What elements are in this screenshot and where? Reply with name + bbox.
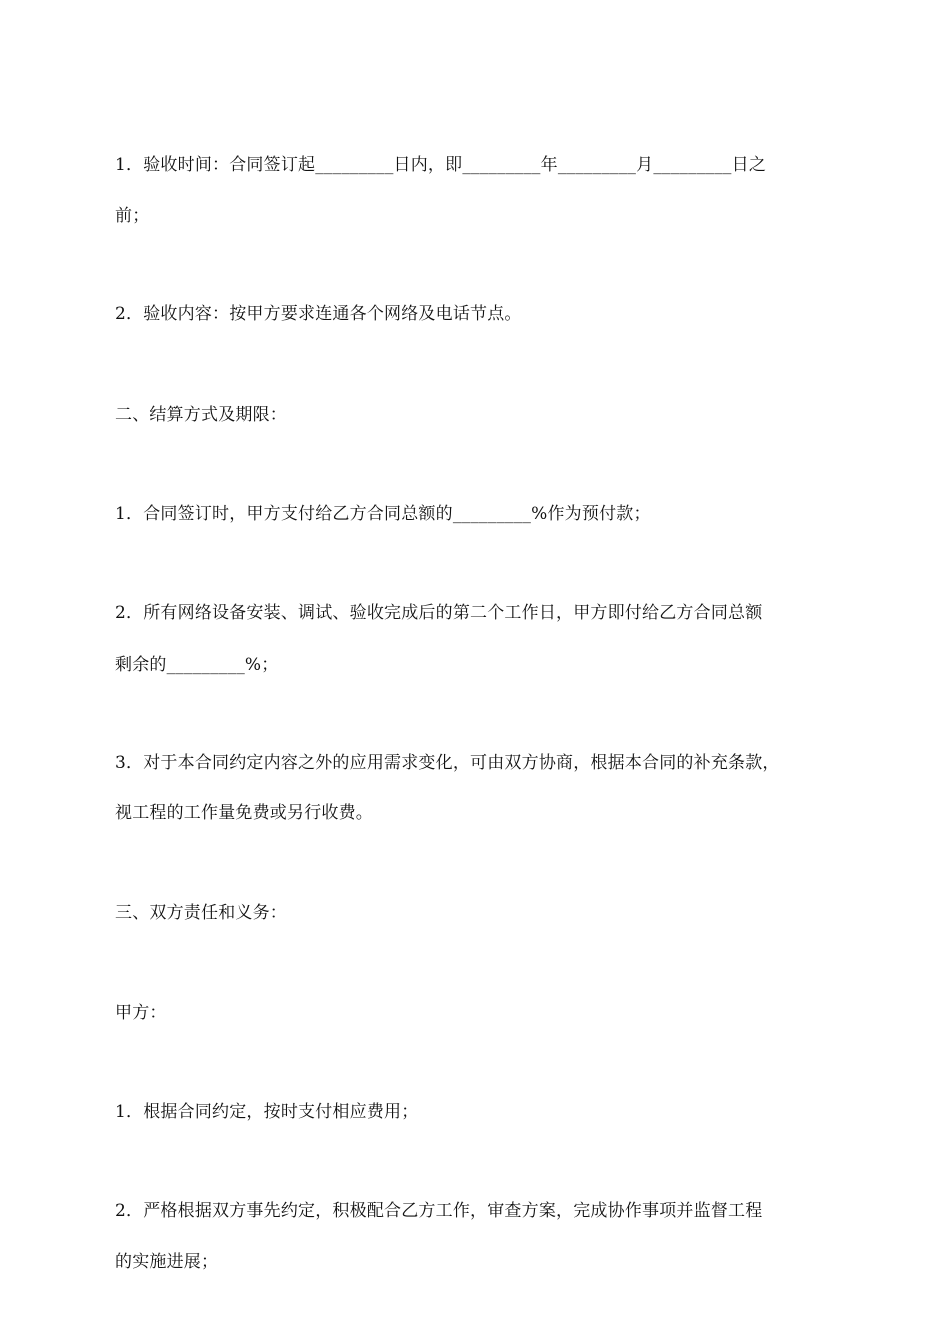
party-a-duty-1: 1．根据合同约定，按时支付相应费用； [115,1102,419,1122]
party-a-duty-2-line-2: 的实施进展； [115,1252,219,1272]
section-two-heading: 二、结算方式及期限： [115,405,287,425]
prepayment-line: 1．合同签订时，甲方支付给乙方合同总额的_________%作为预付款； [115,504,651,524]
section-three-heading: 三、双方责任和义务： [115,903,287,923]
change-request-line-2: 视工程的工作量免费或另行收费。 [115,803,373,823]
final-payment-line-2: 剩余的_________%； [115,655,279,675]
change-request-line-1: 3．对于本合同约定内容之外的应用需求变化，可由双方协商，根据本合同的补充条款， [115,753,780,773]
acceptance-time-line-2: 前； [115,206,150,226]
final-payment-line-1: 2．所有网络设备安装、调试、验收完成后的第二个工作日，甲方即付给乙方合同总额 [115,603,763,623]
party-a-duty-2-line-1: 2．严格根据双方事先约定，积极配合乙方工作，审查方案，完成协作事项并监督工程 [115,1201,763,1221]
acceptance-time-line-1: 1．验收时间：合同签订起_________日内，即_________年_________月_________日之 [115,155,767,175]
party-a-heading: 甲方： [115,1003,167,1023]
acceptance-content-line: 2．验收内容：按甲方要求连通各个网络及电话节点。 [115,304,522,324]
